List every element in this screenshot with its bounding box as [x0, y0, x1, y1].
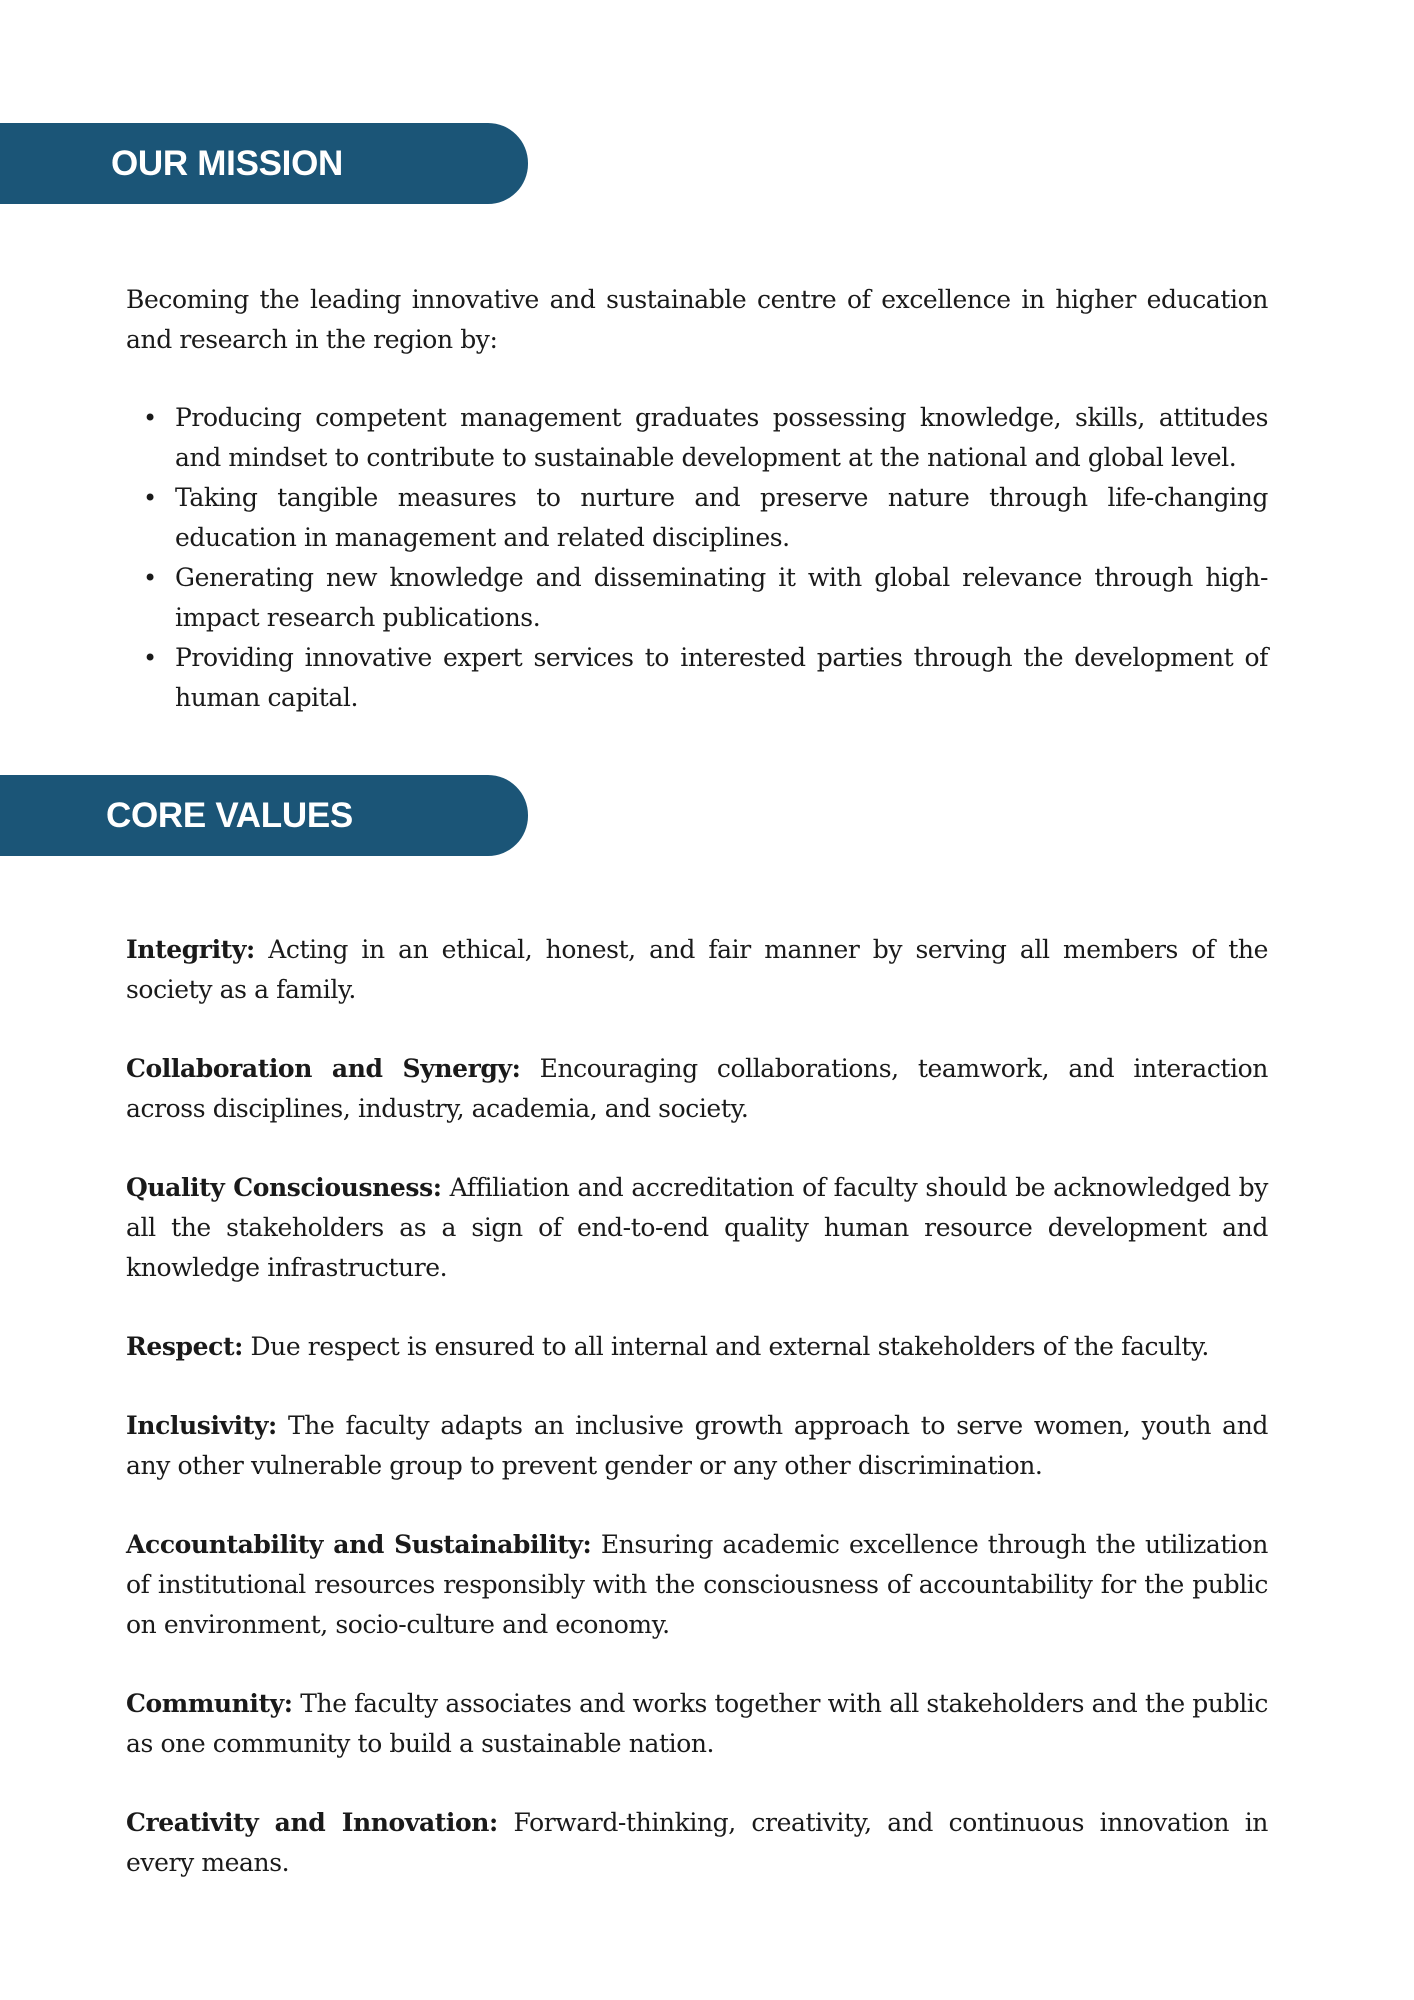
core-value-title: Integrity: — [126, 935, 255, 964]
mission-bullet: • Producing competent management graduates possessing knowledge, skills, attitudes and mindset to contribute to sustainable development at the national and global level. — [175, 398, 1268, 478]
core-value-title: Quality Consciousness: — [126, 1173, 442, 1202]
core-value-title: Respect: — [126, 1332, 243, 1361]
mission-intro: Becoming the leading innovative and sustainable centre of excellence in higher education and research in the region by: — [126, 285, 1268, 354]
core-value-text: Acting in an ethical, honest, and fair manner by serving all members of the society as a family. — [126, 935, 1269, 1004]
core-value-text: Forward-thinking, creativity, and continuous innovation in every means. — [126, 1808, 1268, 1877]
mission-bullet: • Providing innovative expert services to interested parties through the development of human capital. — [175, 638, 1268, 718]
core-value-item — [126, 1168, 1268, 1288]
mission-bullet: • Generating new knowledge and disseminating it with global relevance through high-impact research publications. — [175, 558, 1268, 638]
core-value-item — [126, 1406, 1268, 1486]
core-value-item — [126, 1684, 1268, 1764]
core-value-item — [126, 930, 1268, 1010]
core-values-heading: CORE VALUES — [106, 795, 353, 835]
core-value-title: Inclusivity: — [126, 1411, 277, 1440]
core-value-text: Due respect is ensured to all internal and external stakeholders of the faculty. — [250, 1332, 1209, 1361]
core-value-title: Community: — [126, 1689, 293, 1718]
core-value-text: Ensuring academic excellence through the utilization of institutional resources responsibly with the consciousness of accountability for the public on environment, socio-culture and economy. — [126, 1530, 1269, 1639]
core-value-title: Accountability and Sustainability: — [126, 1530, 592, 1559]
mission-list — [126, 398, 1268, 718]
core-value-item — [126, 1525, 1268, 1645]
core-value-text: Encouraging collaborations, teamwork, and interaction across disciplines, industry, academia, and society. — [126, 1054, 1269, 1123]
core-value-item — [126, 1327, 1268, 1367]
core-value-text: Affiliation and accreditation of faculty should be acknowledged by all the stakeholders as a sign of end-to-end quality human resource development and knowledge infrastructure. — [126, 1173, 1268, 1282]
core-value-text: The faculty adapts an inclusive growth approach to serve women, youth and any other vulnerable group to prevent gender or any other discrimination. — [126, 1411, 1268, 1480]
core-values-list — [126, 930, 1268, 1922]
core-value-item — [126, 1049, 1268, 1129]
core-value-title: Creativity and Innovation: — [126, 1808, 498, 1837]
core-value-title: Collaboration and Synergy: — [126, 1054, 521, 1083]
core-value-text: The faculty associates and works together with all stakeholders and the public as one community to build a sustainable nation. — [126, 1689, 1268, 1758]
mission-heading-banner — [0, 123, 528, 204]
core-values-heading-banner — [0, 775, 528, 856]
core-value-item — [126, 1803, 1268, 1883]
mission-bullet: • Taking tangible measures to nurture and preserve nature through life-changing education in management and related disciplines. — [175, 478, 1268, 558]
mission-heading: OUR MISSION — [111, 143, 343, 183]
